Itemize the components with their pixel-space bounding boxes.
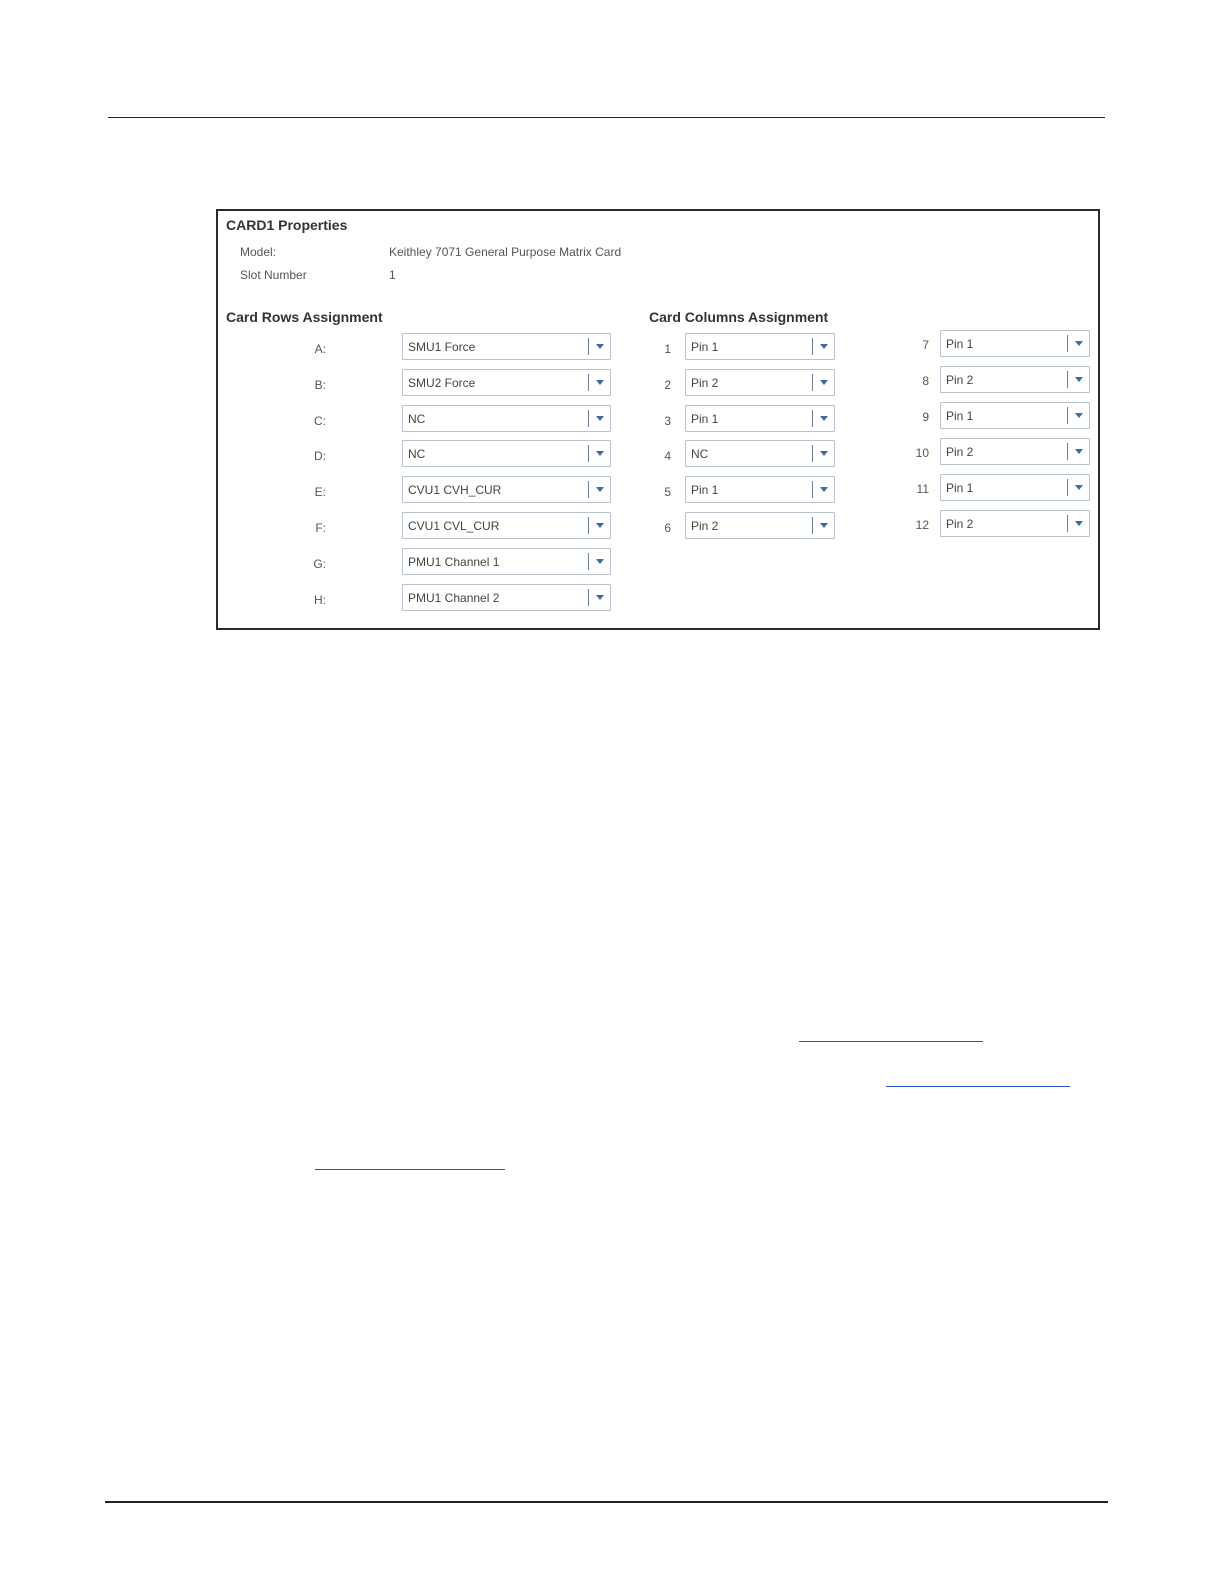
chevron-down-icon[interactable] [1075, 521, 1083, 526]
column-1-dropdown[interactable] [685, 333, 835, 360]
row-label: D: [314, 449, 326, 463]
card-properties-panel [216, 209, 1100, 630]
dropdown-value: Pin 1 [946, 337, 974, 351]
dropdown-value: NC [408, 412, 426, 426]
row-a-dropdown[interactable] [402, 333, 611, 360]
hyperlink-underline[interactable] [886, 1086, 1070, 1087]
dropdown-value: Pin 1 [691, 412, 719, 426]
column-label: 7 [922, 338, 929, 352]
column-3-dropdown[interactable] [685, 405, 835, 432]
dropdown-value: Pin 1 [691, 483, 719, 497]
chevron-down-icon[interactable] [1075, 377, 1083, 382]
chevron-down-icon[interactable] [596, 344, 604, 349]
column-12-dropdown[interactable] [940, 510, 1090, 537]
row-c-dropdown[interactable] [402, 405, 611, 432]
chevron-down-icon[interactable] [820, 487, 828, 492]
dropdown-value: CVU1 CVL_CUR [408, 519, 500, 533]
hyperlink-underline[interactable] [799, 1041, 983, 1042]
chevron-down-icon[interactable] [820, 344, 828, 349]
row-f-dropdown[interactable] [402, 512, 611, 539]
row-d-dropdown[interactable] [402, 440, 611, 467]
column-label: 8 [922, 374, 929, 388]
column-label: 9 [922, 410, 929, 424]
dropdown-value: PMU1 Channel 1 [408, 555, 500, 569]
column-label: 11 [916, 482, 929, 496]
chevron-down-icon[interactable] [596, 523, 604, 528]
header-rule [108, 117, 1105, 118]
chevron-down-icon[interactable] [596, 416, 604, 421]
dropdown-value: Pin 2 [946, 373, 974, 387]
column-label: 5 [664, 485, 671, 499]
column-label: 10 [915, 446, 929, 460]
dropdown-value: PMU1 Channel 2 [408, 591, 500, 605]
column-9-dropdown[interactable] [940, 402, 1090, 429]
dropdown-value: Pin 2 [946, 445, 974, 459]
dropdown-value: Pin 1 [946, 409, 974, 423]
rows-assignment-title: Card Rows Assignment [226, 309, 383, 325]
chevron-down-icon[interactable] [820, 380, 828, 385]
slot-number-label: Slot Number [240, 268, 307, 282]
row-b-dropdown[interactable] [402, 369, 611, 396]
model-value: Keithley 7071 General Purpose Matrix Card [389, 245, 622, 259]
hyperlink-underline[interactable] [315, 1169, 505, 1170]
model-label: Model: [240, 245, 277, 259]
row-label: A: [314, 342, 326, 356]
footer-rule [105, 1501, 1108, 1503]
chevron-down-icon[interactable] [1075, 413, 1083, 418]
chevron-down-icon[interactable] [596, 559, 604, 564]
column-label: 6 [664, 521, 671, 535]
dropdown-value: Pin 2 [946, 517, 974, 531]
column-8-dropdown[interactable] [940, 366, 1090, 393]
column-label: 4 [664, 449, 671, 463]
row-g-dropdown[interactable] [402, 548, 611, 575]
dropdown-value: SMU2 Force [408, 376, 476, 390]
chevron-down-icon[interactable] [820, 523, 828, 528]
chevron-down-icon[interactable] [596, 451, 604, 456]
row-e-dropdown[interactable] [402, 476, 611, 503]
column-10-dropdown[interactable] [940, 438, 1090, 465]
dropdown-value: NC [691, 447, 709, 461]
column-4-dropdown[interactable] [685, 440, 835, 467]
column-label: 3 [664, 414, 671, 428]
column-label: 12 [915, 518, 929, 532]
row-label: B: [314, 378, 326, 392]
column-7-dropdown[interactable] [940, 330, 1090, 357]
dropdown-value: Pin 1 [946, 481, 974, 495]
chevron-down-icon[interactable] [1075, 485, 1083, 490]
column-label: 2 [664, 378, 671, 392]
slot-number-value: 1 [389, 268, 396, 282]
row-label: G: [313, 557, 326, 571]
chevron-down-icon[interactable] [596, 595, 604, 600]
column-label: 1 [664, 342, 671, 356]
column-6-dropdown[interactable] [685, 512, 835, 539]
dropdown-value: SMU1 Force [408, 340, 476, 354]
panel-title: CARD1 Properties [226, 217, 348, 233]
row-label: C: [314, 414, 326, 428]
column-5-dropdown[interactable] [685, 476, 835, 503]
dropdown-value: NC [408, 447, 426, 461]
chevron-down-icon[interactable] [596, 380, 604, 385]
chevron-down-icon[interactable] [1075, 341, 1083, 346]
chevron-down-icon[interactable] [820, 451, 828, 456]
column-11-dropdown[interactable] [940, 474, 1090, 501]
dropdown-value: CVU1 CVH_CUR [408, 483, 502, 497]
row-label: H: [314, 593, 326, 607]
column-2-dropdown[interactable] [685, 369, 835, 396]
chevron-down-icon[interactable] [1075, 449, 1083, 454]
columns-assignment-title: Card Columns Assignment [649, 309, 829, 325]
row-label: E: [314, 485, 326, 499]
dropdown-value: Pin 1 [691, 340, 719, 354]
row-h-dropdown[interactable] [402, 584, 611, 611]
dropdown-value: Pin 2 [691, 376, 719, 390]
row-label: F: [315, 521, 326, 535]
chevron-down-icon[interactable] [596, 487, 604, 492]
chevron-down-icon[interactable] [820, 416, 828, 421]
dropdown-value: Pin 2 [691, 519, 719, 533]
